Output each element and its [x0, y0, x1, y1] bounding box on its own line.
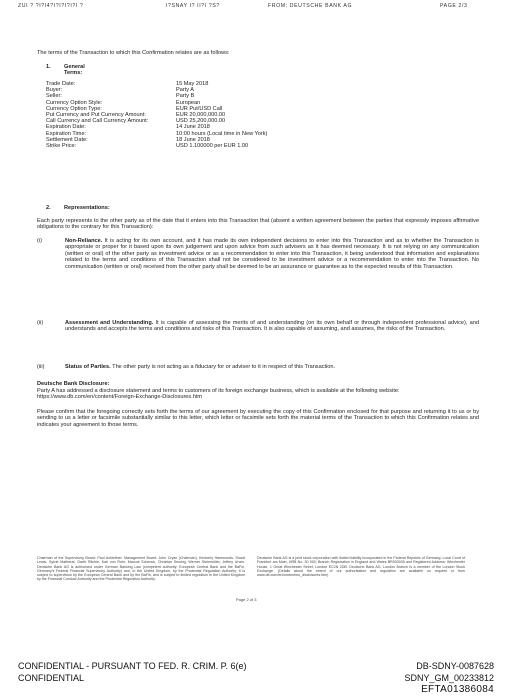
fax-header-sender: FROM: DEUTSCHE BANK AG — [268, 3, 353, 9]
confirmation-request: Please confirm that the foregoing correctly sets forth the terms of our agreement by executing the copy of this Confirmation enclosed for that purpose and returning it to us or by sending to us a letter or facsimile substantially similar to this letter, which letter or facsimile sets forth the material terms of the Transaction to which this Confirmation relates and indicates your agreement to those terms. — [37, 409, 479, 428]
item-text — [65, 320, 479, 333]
term-value: USD 1.100000 per EUR 1.00 — [176, 142, 249, 149]
fax-header — [18, 3, 494, 12]
footer-legal-left: Chairman of the Supervisory Board: Paul Achleitner. Management Board: John Cryan (Chairman), Kimberly Hammonds, Stuart Lewis, Sylvie Matherat, Garth Ritchie, Karl von Rohr, Marcus Schenck, Christian Sewing, Werner Steinmüller, Jeffrey Urwin. Deutsche Bank AG is authorised under German Banking Law (competent authority: European Central Bank and the BaFin, Germany's Federal Financial Supervisory Authority) and, in the United Kingdom, by the Prudential Regulation Authority. It is subject to supervision by the European Central Bank and by the BaFin, and is subject to limited regulation in the United Kingdom by the Financial Conduct Authority and the Prudential Regulation Authority. — [37, 556, 245, 582]
footer-legal-right: Deutsche Bank AG is a joint stock corporation with limited liability incorporated in the Federal Republic of Germany, Local Court of Frankfurt am Main, HRB No. 30 000; Branch Registration in England and Wales BR000005 and Registered Address: Winchester House, 1 Great Winchester Street, London EC2N 2DB. Deutsche Bank AG, London Branch is a member of the London Stock Exchange. (Details about the extent of our authorisation and regulation are available on request or from www.db.com/en/content/eu_disclosures.htm) — [257, 556, 465, 578]
term-value: EUR Put/USD Call — [176, 105, 223, 112]
section-1-number: 1. — [46, 64, 51, 70]
term-label: Expiration Time: — [46, 130, 87, 137]
term-label: Seller: — [46, 93, 62, 100]
term-row — [46, 143, 426, 149]
term-value: 15 May 2018 — [176, 81, 209, 87]
item-title: Status of Parties. — [65, 364, 111, 370]
term-value: 18 June 2018 — [176, 136, 210, 143]
item-body: It is acting for its own account, and it has made its own independent decisions to enter into this Transaction and as to whether the Transaction is appropriate or proper for it based upon its own judgement and upon advice from such advisers as it has deemed necessary. It is not relying on any communication (written or oral) of the other party as investment advice or as a recommendation to enter into this Transaction, it being understood that information and explanations related to the terms and conditions of this Transaction shall not be considered to be investment advice or a recommendation to enter into the Transaction. No communication (written or oral) received from the other party shall be deemed to be an assurance or guarantee as to the expected results of this Transaction. — [65, 238, 479, 270]
term-label: Call Currency and Call Currency Amount: — [46, 118, 149, 125]
fax-header-middle: I?SNAY I? II?I ?S? — [166, 3, 220, 9]
item-text — [65, 238, 479, 270]
general-terms-table — [46, 81, 426, 149]
item-number: (i) — [37, 238, 42, 244]
bates-number-efta: EFTA01386084 — [421, 684, 494, 695]
term-label: Currency Option Type: — [46, 105, 102, 112]
term-value: 10:00 hours (Local time in New York) — [176, 130, 268, 137]
term-value: USD 25,200,000.00 — [176, 118, 226, 125]
term-label: Settlement Date: — [46, 136, 88, 143]
item-body: The other party is not acting as a fiduciary for or adviser to it in respect of this Transaction. — [110, 364, 336, 370]
bates-number-db: DB-SDNY-0087628 — [416, 661, 494, 671]
term-value: 14 June 2018 — [176, 124, 210, 131]
disclosure-title: Deutsche Bank Disclosure: — [37, 381, 110, 387]
term-value: European — [176, 99, 201, 106]
section-2-number: 2. — [46, 205, 51, 211]
term-label: Strike Price: — [46, 142, 77, 149]
fax-header-left: ZUI ? ?I?I4?I?I?I?I?I ? — [18, 3, 84, 9]
term-label: Buyer: — [46, 87, 63, 94]
term-label: Expiration Date: — [46, 124, 86, 131]
disclosure-text: Party A has addressed a disclosure statement and terms to customers of its foreign exchange business, which is available at the following website: https://www.db.com/en/content/Foreign-Exchange-Disclosures.htm — [37, 388, 400, 401]
term-value: EUR 20,000,000.00 — [176, 111, 226, 118]
section-2-title: Representations: — [64, 205, 110, 211]
confidential-stamp: CONFIDENTIAL - PURSUANT TO FED. R. CRIM. P. 6(e) — [18, 661, 247, 671]
confidential-label: CONFIDENTIAL — [18, 673, 85, 683]
bates-number-sdny: SDNY_GM_00233812 — [404, 673, 494, 683]
term-label: Currency Option Style: — [46, 99, 103, 106]
section-1-title: General Terms: — [64, 64, 85, 77]
item-number: (iii) — [37, 364, 45, 370]
intro-text: The terms of the Transaction to which this Confirmation relates are as follows: — [37, 50, 230, 56]
term-value: Party A — [176, 87, 195, 94]
item-body: It is capable of assessing the merits of and understanding (on its own behalf or through independent professional advice), and understands and accepts the terms and conditions and risks of this Transaction. It is also capable of assuming, and assumes, the risks of the Transaction. — [65, 320, 479, 333]
item-number: (ii) — [37, 320, 44, 326]
term-label: Trade Date: — [46, 81, 76, 87]
term-label: Put Currency and Put Currency Amount: — [46, 111, 146, 118]
item-text — [65, 364, 479, 370]
representations-intro: Each party represents to the other party as of the date that it enters into this Transaction that (absent a written agreement between the parties that expressly imposes affirmative obligations to the contrary for this Transaction): — [37, 218, 479, 231]
fax-header-page: PAGE 2/3 — [440, 3, 468, 9]
item-title: Assessment and Understanding. — [65, 320, 154, 326]
term-value: Party B — [176, 93, 195, 100]
item-title: Non-Reliance. — [65, 238, 103, 244]
page-number: Page 2 of 3 — [236, 597, 257, 602]
